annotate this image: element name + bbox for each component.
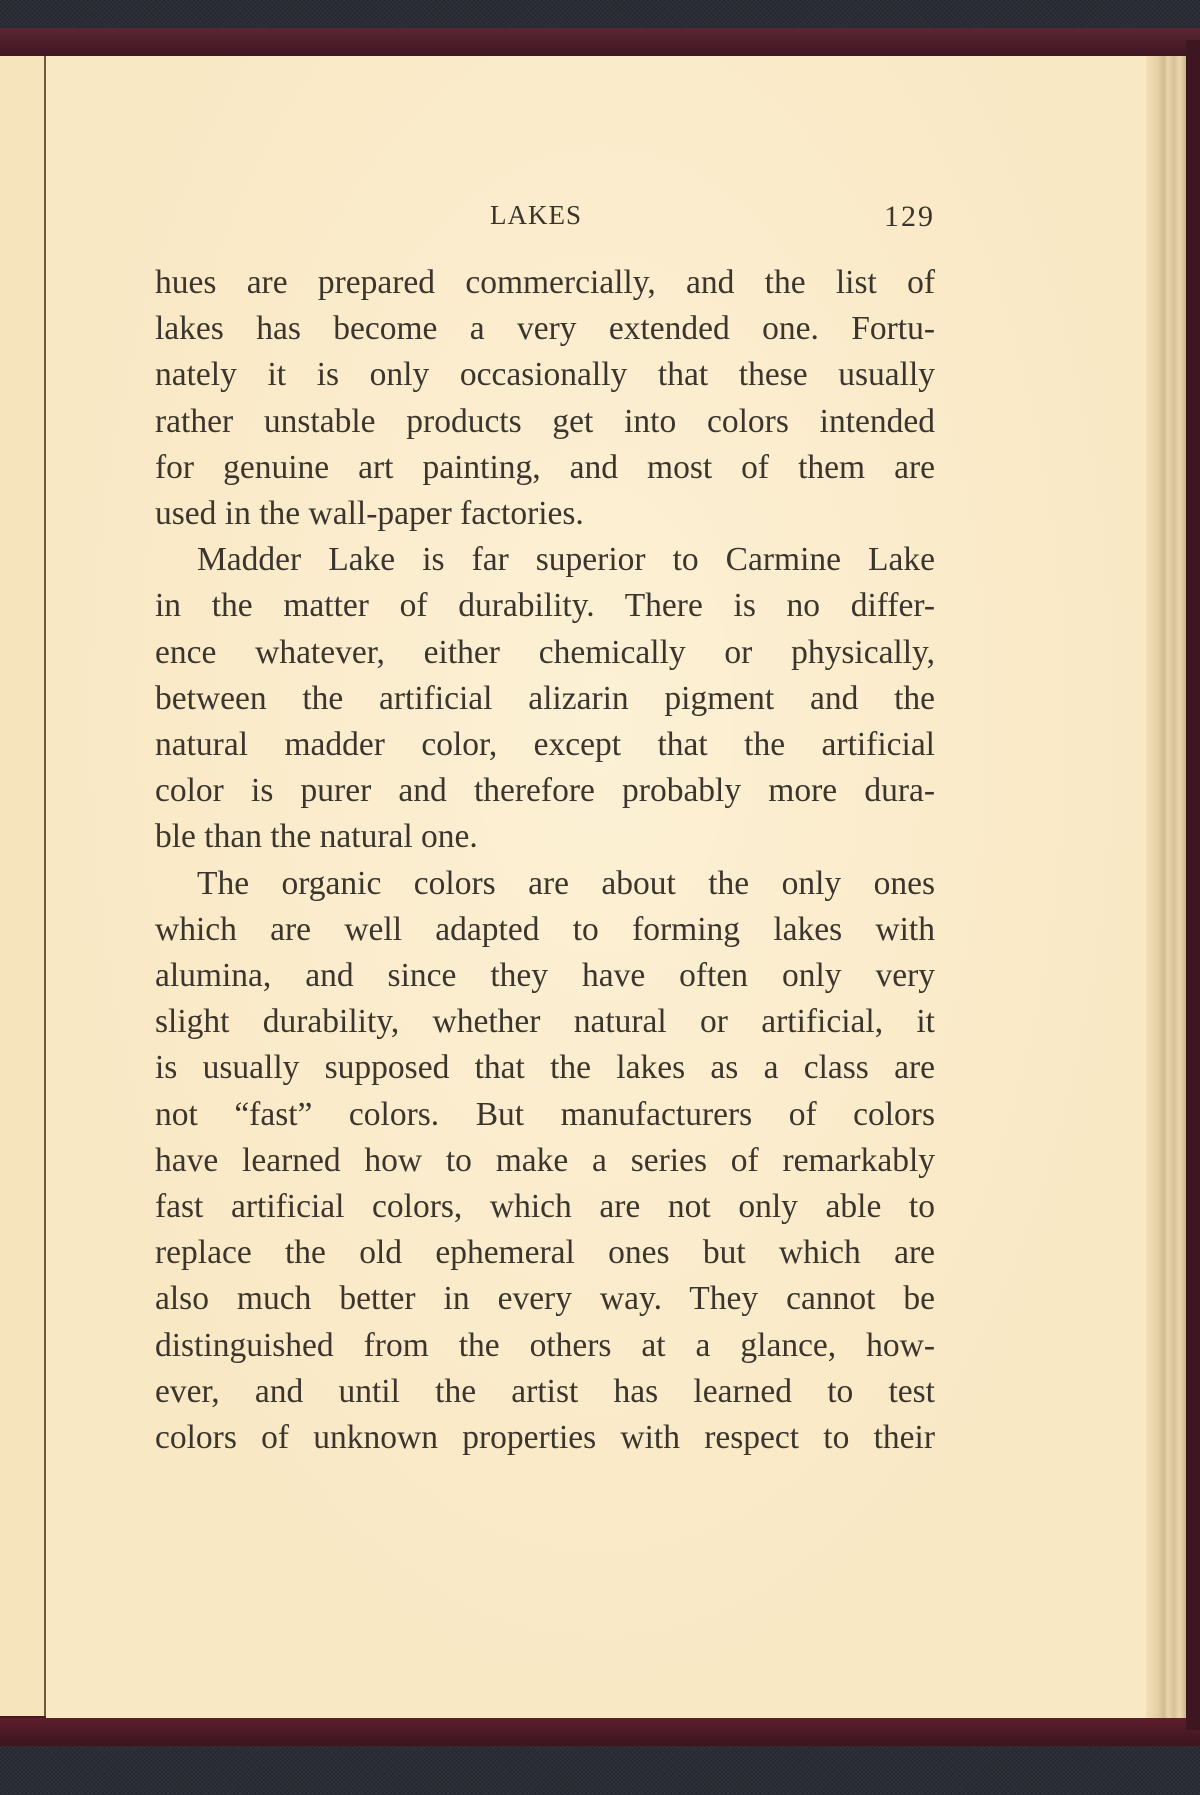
paragraph-2 (155, 537, 935, 860)
paragraph-3 (155, 861, 935, 1462)
text-line: have learned how to make a series of remarkably (155, 1141, 935, 1179)
page-fore-edge (1146, 56, 1186, 1718)
text-line: The organic colors are about the only ones (197, 864, 935, 902)
text-line: also much better in every way. They cannot be (155, 1280, 935, 1318)
text-line: distinguished from the others at a glance, how- (155, 1326, 935, 1364)
text-line: between the artificial alizarin pigment and the (155, 679, 935, 717)
text-line: hues are prepared commercially, and the list of (155, 264, 935, 301)
page-number: 129 (884, 200, 935, 233)
paragraph-1 (155, 260, 935, 537)
text-line: fast artificial colors, which are not only able to (155, 1188, 935, 1226)
text-line: ence whatever, either chemically or physically, (155, 633, 935, 671)
text-line: Madder Lake is far superior to Carmine Lake (197, 541, 935, 579)
running-title: LAKES (490, 200, 582, 230)
text-line: natural madder color, except that the artificial (155, 726, 935, 764)
text-line: nately it is only occasionally that these usually (155, 356, 935, 394)
text-line: replace the old ephemeral ones but which are (155, 1234, 935, 1272)
text-line: rather unstable products get into colors intended (155, 402, 935, 440)
text-line: used in the wall-paper factories. (155, 495, 584, 533)
text-line: lakes has become a very extended one. Fortu- (155, 310, 935, 348)
text-line: in the matter of durability. There is no differ- (155, 587, 935, 625)
running-head (155, 200, 935, 236)
body-text (155, 260, 935, 1461)
text-line: which are well adapted to forming lakes with (155, 910, 935, 948)
gutter-flyleaf (0, 56, 46, 1716)
cover-bottom-edge (0, 1718, 1200, 1746)
cover-top-edge (0, 28, 1200, 56)
text-line: slight durability, whether natural or artificial, it (155, 1003, 935, 1041)
text-line: is usually supposed that the lakes as a class are (155, 1049, 935, 1087)
text-line: ever, and until the artist has learned to test (155, 1372, 935, 1410)
text-line: not “fast” colors. But manufacturers of colors (155, 1095, 935, 1133)
text-line: for genuine art painting, and most of them are (155, 448, 935, 486)
text-line: colors of unknown properties with respect to their (155, 1419, 935, 1457)
text-line: alumina, and since they have often only very (155, 957, 935, 995)
cover-right-edge (1186, 40, 1200, 1730)
text-line: color is purer and therefore probably more dura- (155, 772, 935, 810)
text-line: ble than the natural one. (155, 818, 478, 856)
